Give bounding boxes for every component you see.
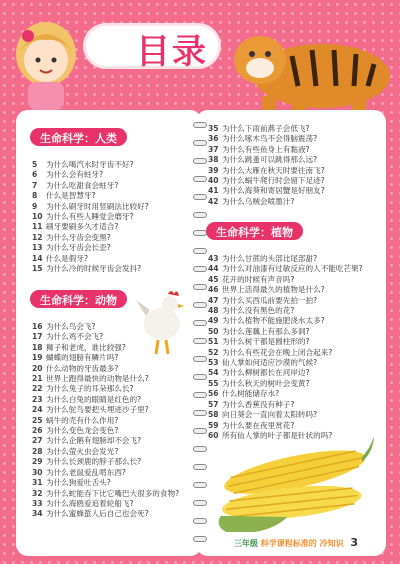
entry-number: 23 xyxy=(32,394,43,404)
toc-entry[interactable] xyxy=(32,468,190,478)
entry-text: 为什么有些人睡觉会磨牙? xyxy=(46,212,134,222)
entry-text: 为什么树干都是圆柱形的? xyxy=(222,337,310,347)
entry-text: 为什么柳树都长在河岸边? xyxy=(222,368,310,378)
entry-number: 11 xyxy=(32,222,43,232)
entry-text: 为什么乌贼会喷墨汁? xyxy=(222,196,295,206)
entry-number: 14 xyxy=(32,253,43,263)
entry-text: 什么动物的牙齿最多? xyxy=(46,363,119,373)
entry-text: 为什么没有黑色的花? xyxy=(222,306,295,316)
toc-entry[interactable] xyxy=(208,348,384,358)
toc-entry[interactable] xyxy=(208,306,384,316)
toc-entry[interactable] xyxy=(208,316,384,326)
entry-number: 21 xyxy=(32,374,43,384)
footer-subtitle: 冷知识 xyxy=(319,539,344,548)
entry-number: 31 xyxy=(32,478,43,488)
entry-text: 为什么变色龙会变色? xyxy=(46,426,119,436)
toc-entry[interactable] xyxy=(208,254,384,264)
entry-text: 仙人掌如何适应沙漠的气候? xyxy=(222,358,318,368)
toc-entry[interactable] xyxy=(208,176,384,186)
entry-text: 为什么鸵鸟要把头埋进沙子里? xyxy=(46,405,149,415)
toc-entry[interactable] xyxy=(32,436,190,446)
entry-text: 为什么海鸥爱追着轮船飞? xyxy=(46,498,134,508)
entry-text: 世界上活得最久的植物是什么? xyxy=(222,285,325,295)
entry-number: 12 xyxy=(32,232,43,242)
toc-entry[interactable] xyxy=(208,421,384,431)
entry-text: 为什么有些鱼身上有黏液? xyxy=(222,144,310,154)
entry-number: 16 xyxy=(32,322,43,331)
entry-text: 为什么下雨前燕子会低飞? xyxy=(222,124,310,133)
entry-number: 13 xyxy=(32,243,43,253)
entry-text: 为什么秋天的树叶会变黄? xyxy=(222,378,310,388)
entry-text: 为什么买西瓜前要先拍一拍? xyxy=(222,295,318,305)
entry-text: 为什么老鼠爱乱啃东西? xyxy=(46,467,126,477)
entry-number: 47 xyxy=(208,295,219,305)
entry-text: 为什么冷的时候牙齿会发抖? xyxy=(46,264,142,274)
corn-illustration xyxy=(210,438,382,532)
entry-number: 38 xyxy=(208,155,219,165)
rooster-illustration xyxy=(134,282,190,356)
entry-text: 狮子和老虎，谁比较强? xyxy=(46,342,126,352)
toc-entry[interactable] xyxy=(32,243,188,253)
entry-text: 为什么大雁在秋天时要往南飞? xyxy=(222,165,325,175)
entry-number: 8 xyxy=(32,191,38,201)
tiger-illustration xyxy=(222,10,398,118)
toc-entry[interactable] xyxy=(208,166,384,176)
toc-entry[interactable] xyxy=(32,170,188,180)
entry-number: 55 xyxy=(208,378,219,388)
toc-entry[interactable] xyxy=(208,389,384,399)
entry-number: 34 xyxy=(32,509,43,519)
entries-animal-right xyxy=(208,124,384,207)
toc-entry[interactable] xyxy=(32,191,188,201)
entry-number: 60 xyxy=(208,430,219,440)
entry-text: 为什么会有蛀牙? xyxy=(46,170,104,180)
page-title: 目录 xyxy=(136,32,208,72)
girl-illustration xyxy=(6,10,86,110)
toc-entry[interactable] xyxy=(208,410,384,420)
toc-entry[interactable] xyxy=(208,264,384,274)
toc-entry[interactable] xyxy=(208,124,384,134)
entry-text: 为什么啄木鸟不会得脑震荡? xyxy=(222,134,318,144)
entry-number: 56 xyxy=(208,389,219,399)
entry-text: 世界上跑得最快的动物是什么? xyxy=(46,374,149,384)
entry-text: 为什么牙齿会长歪? xyxy=(46,243,111,253)
entry-text: 向日葵会一直向着太阳转吗? xyxy=(222,410,318,420)
entry-number: 44 xyxy=(208,264,219,274)
toc-entry[interactable] xyxy=(32,426,190,436)
entry-text: 为什么莲藕上有那么多洞? xyxy=(222,326,310,336)
entry-number: 9 xyxy=(32,201,38,211)
entry-number: 52 xyxy=(208,347,219,357)
entry-text: 为什么狗爱吐舌头? xyxy=(46,478,111,488)
toc-entry[interactable] xyxy=(32,254,188,264)
toc-entry[interactable] xyxy=(32,395,190,405)
toc-entry[interactable] xyxy=(32,405,190,415)
entry-number: 33 xyxy=(32,498,43,508)
entry-text: 花开的时候有声音吗? xyxy=(222,274,295,284)
entry-text: 蜗牛的壳有什么作用? xyxy=(46,415,119,425)
toc-entry[interactable] xyxy=(208,134,384,144)
entry-text: 蝴蝶的翅膀有鳞片吗? xyxy=(46,353,119,363)
toc-entry[interactable] xyxy=(208,285,384,295)
entry-text: 为什么鸡不会飞? xyxy=(46,332,104,342)
entry-number: 22 xyxy=(32,384,43,394)
entry-number: 19 xyxy=(32,353,43,363)
entry-number: 49 xyxy=(208,316,219,326)
entry-number: 17 xyxy=(32,332,43,342)
toc-entry[interactable] xyxy=(208,368,384,378)
entry-text: 为什么蛇能吞下比它嘴巴大很多的食物? xyxy=(46,488,180,498)
entry-number: 41 xyxy=(208,186,219,196)
entry-number: 27 xyxy=(32,436,43,446)
title-bar xyxy=(0,6,400,102)
toc-entry[interactable] xyxy=(32,181,188,191)
toc-entry[interactable] xyxy=(32,509,190,519)
toc-entry[interactable] xyxy=(208,327,384,337)
entry-number: 48 xyxy=(208,306,219,316)
entry-text: 为什么萤火虫会发光? xyxy=(46,446,119,456)
entry-number: 46 xyxy=(208,285,219,295)
entry-text: 为什么甘蔗的头部比尾部甜? xyxy=(222,254,318,263)
entries-human xyxy=(32,160,188,274)
section-header-human: 生命科学：人类 xyxy=(30,128,127,146)
entries-plant xyxy=(208,254,384,441)
entry-number: 58 xyxy=(208,410,219,420)
toc-entry[interactable] xyxy=(32,489,190,499)
entry-text: 什么树能储存水? xyxy=(222,389,280,399)
entry-text: 所有仙人掌的叶子都是针状的吗? xyxy=(222,430,333,440)
toc-entry[interactable] xyxy=(208,186,384,196)
entry-text: 为什么企鹅有翅膀却不会飞? xyxy=(46,436,142,446)
entry-text: 为什么蜜蜂蜇人后自己也会死? xyxy=(46,509,149,519)
entry-number: 53 xyxy=(208,358,219,368)
toc-entry[interactable] xyxy=(32,457,190,467)
entry-number: 28 xyxy=(32,446,43,456)
toc-entry[interactable] xyxy=(32,499,190,509)
footer xyxy=(234,536,358,549)
entry-number: 32 xyxy=(32,488,43,498)
toc-entry[interactable] xyxy=(208,145,384,155)
toc-entry[interactable] xyxy=(208,400,384,410)
entry-number: 10 xyxy=(32,212,43,222)
entry-number: 29 xyxy=(32,457,43,467)
entry-text: 为什么香蕉没有种子? xyxy=(222,399,295,409)
toc-entry[interactable] xyxy=(32,447,190,457)
entry-text: 为什么牙齿会变黑? xyxy=(46,232,111,242)
section-header-plant: 生命科学：植物 xyxy=(206,222,303,240)
toc-entry[interactable] xyxy=(32,160,188,170)
entry-text: 为什么有些花会在晚上闭合起来? xyxy=(222,347,333,357)
entry-text: 为什么刷牙时用竖刷法比较好? xyxy=(46,201,149,211)
page-number: 3 xyxy=(350,536,359,549)
toc-entry[interactable] xyxy=(32,364,190,374)
entry-number: 24 xyxy=(32,405,43,415)
toc-entry[interactable] xyxy=(208,197,384,207)
entry-text: 为什么植物不能施肥浇水太多? xyxy=(222,316,325,326)
toc-entry[interactable] xyxy=(208,275,384,285)
toc-entry[interactable] xyxy=(32,416,190,426)
entry-number: 6 xyxy=(32,170,38,180)
entry-text: 刷牙要刷多久才适合? xyxy=(46,222,119,232)
entry-text: 为什么蜗牛爬行时会留下足迹? xyxy=(222,176,325,186)
entry-number: 7 xyxy=(32,180,38,190)
entry-number: 54 xyxy=(208,368,219,378)
entry-number: 51 xyxy=(208,337,219,347)
entry-text: 为什么兔子的耳朵那么长? xyxy=(46,384,134,394)
footer-series: 科学课程标准的 xyxy=(260,539,317,548)
toc-entry[interactable] xyxy=(32,374,190,384)
toc-entry[interactable] xyxy=(32,212,188,222)
toc-entry[interactable] xyxy=(32,478,190,488)
section-header-animal: 生命科学：动物 xyxy=(30,290,127,308)
entry-number: 15 xyxy=(32,264,43,274)
entry-number: 26 xyxy=(32,426,43,436)
toc-entry[interactable] xyxy=(208,379,384,389)
entry-text: 为什么吃甜食会蛀牙? xyxy=(46,180,119,190)
entry-number: 43 xyxy=(208,254,219,263)
toc-entry[interactable] xyxy=(32,222,188,232)
footer-grade: 三年级 xyxy=(234,539,258,548)
entry-number: 37 xyxy=(208,144,219,154)
toc-entry[interactable] xyxy=(32,233,188,243)
entry-number: 35 xyxy=(208,124,219,133)
toc-entry[interactable] xyxy=(208,155,384,165)
entry-number: 45 xyxy=(208,274,219,284)
entry-text: 为什么鸟会飞? xyxy=(46,322,96,331)
entry-text: 为什么喝汽水时牙齿不好? xyxy=(46,160,134,169)
entry-number: 39 xyxy=(208,165,219,175)
toc-entry[interactable] xyxy=(208,337,384,347)
entry-text: 为什么跳蚤可以跳得那么远? xyxy=(222,155,318,165)
toc-entry[interactable] xyxy=(32,264,188,274)
entry-text: 为什么要在夜里赏花? xyxy=(222,420,295,430)
entry-number: 57 xyxy=(208,399,219,409)
entry-number: 59 xyxy=(208,420,219,430)
toc-entry[interactable] xyxy=(208,296,384,306)
entry-number: 42 xyxy=(208,196,219,206)
entry-text: 为什么长颈鹿的脖子那么长? xyxy=(46,457,142,467)
entry-number: 5 xyxy=(32,160,38,169)
entry-text: 什么是智慧牙? xyxy=(46,191,96,201)
entry-text: 什么是假牙? xyxy=(46,253,88,263)
entry-number: 18 xyxy=(32,342,43,352)
entry-number: 25 xyxy=(32,415,43,425)
entry-number: 30 xyxy=(32,467,43,477)
entry-text: 为什么海葵和寄居蟹是好朋友? xyxy=(222,186,325,196)
entry-number: 40 xyxy=(208,176,219,186)
toc-entry[interactable] xyxy=(208,358,384,368)
entry-number: 20 xyxy=(32,363,43,373)
entry-text: 为什么白兔的眼睛是红色的? xyxy=(46,394,142,404)
toc-entry[interactable] xyxy=(32,202,188,212)
toc-entry[interactable] xyxy=(32,384,190,394)
entry-number: 36 xyxy=(208,134,219,144)
entry-text: 为什么对油漆有过敏反应的人不能吃芒果? xyxy=(222,264,363,274)
entry-number: 50 xyxy=(208,326,219,336)
